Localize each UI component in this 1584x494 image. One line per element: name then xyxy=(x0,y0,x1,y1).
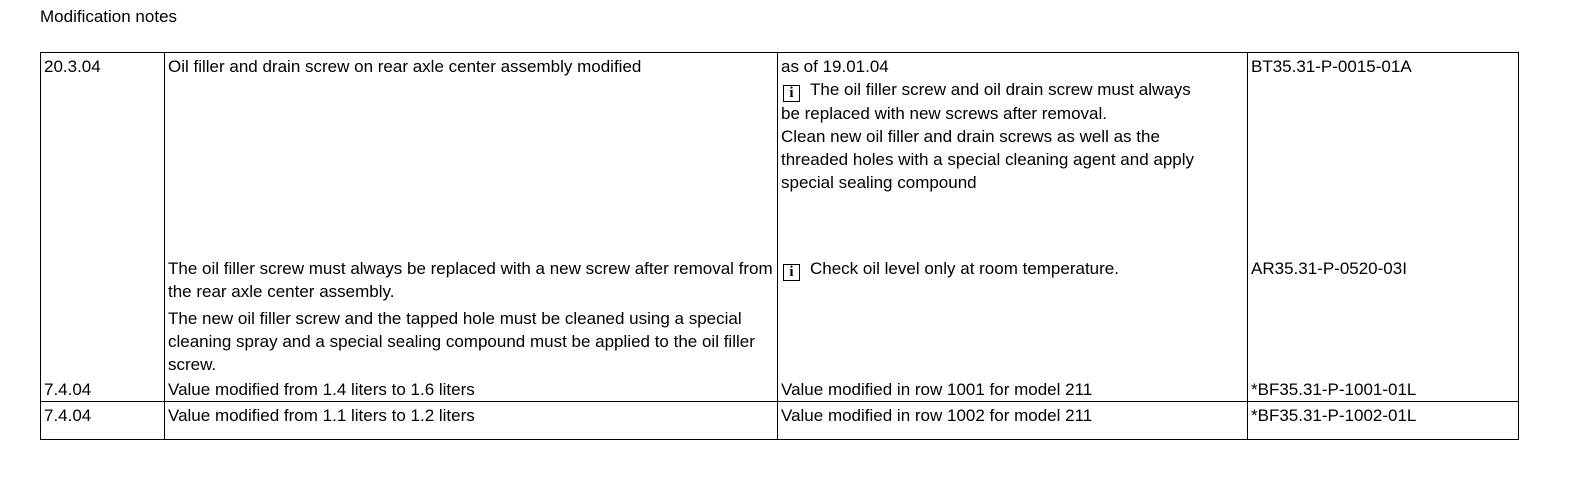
info-note-text: Check oil level only at room temperature. xyxy=(810,259,1119,278)
info-note xyxy=(781,78,1244,125)
description-paragraph: The oil filler screw must always be replaced with a new screw after removal from the rear axle center assembly. xyxy=(168,259,773,301)
description-cell: Oil filler and drain screw on rear axle center assembly modified xyxy=(165,53,778,256)
info-icon: i xyxy=(783,85,800,102)
note-heading: as of 19.01.04 xyxy=(781,57,889,76)
info-note-text: The oil filler screw and oil drain screw must always be replaced with new screws after removal. xyxy=(781,80,1191,123)
date-cell xyxy=(41,255,165,376)
reference-cell: BT35.31-P-0015-01A xyxy=(1248,53,1519,256)
table-row xyxy=(41,53,1519,256)
description-cell xyxy=(165,255,778,376)
description-cell: Value modified from 1.4 liters to 1.6 liters xyxy=(165,376,778,402)
note-cell xyxy=(778,53,1248,256)
description-cell: Value modified from 1.1 liters to 1.2 liters xyxy=(165,402,778,440)
reference-cell: AR35.31-P-0520-03I xyxy=(1248,255,1519,376)
date-cell: 7.4.04 xyxy=(41,402,165,440)
note-cell: Value modified in row 1002 for model 211 xyxy=(778,402,1248,440)
info-icon: i xyxy=(783,264,800,281)
table-row xyxy=(41,402,1519,440)
table-row xyxy=(41,255,1519,376)
date-cell: 20.3.04 xyxy=(41,53,165,256)
modification-notes-table xyxy=(40,52,1519,440)
note-cell: Value modified in row 1001 for model 211 xyxy=(778,376,1248,402)
table-row xyxy=(41,376,1519,402)
note-text: Clean new oil filler and drain screws as well as the threaded holes with a special cleaning agent and apply special sealing compound xyxy=(781,127,1195,192)
note-cell xyxy=(778,255,1248,376)
description-paragraph: The new oil filler screw and the tapped hole must be cleaned using a special cleaning spray and a special sealing compound must be applied to the oil filler screw. xyxy=(168,309,755,374)
info-note xyxy=(781,257,1244,281)
date-cell: 7.4.04 xyxy=(41,376,165,402)
page-title: Modification notes xyxy=(40,7,178,26)
reference-cell: *BF35.31-P-1002-01L xyxy=(1248,402,1519,440)
reference-cell: *BF35.31-P-1001-01L xyxy=(1248,376,1519,402)
